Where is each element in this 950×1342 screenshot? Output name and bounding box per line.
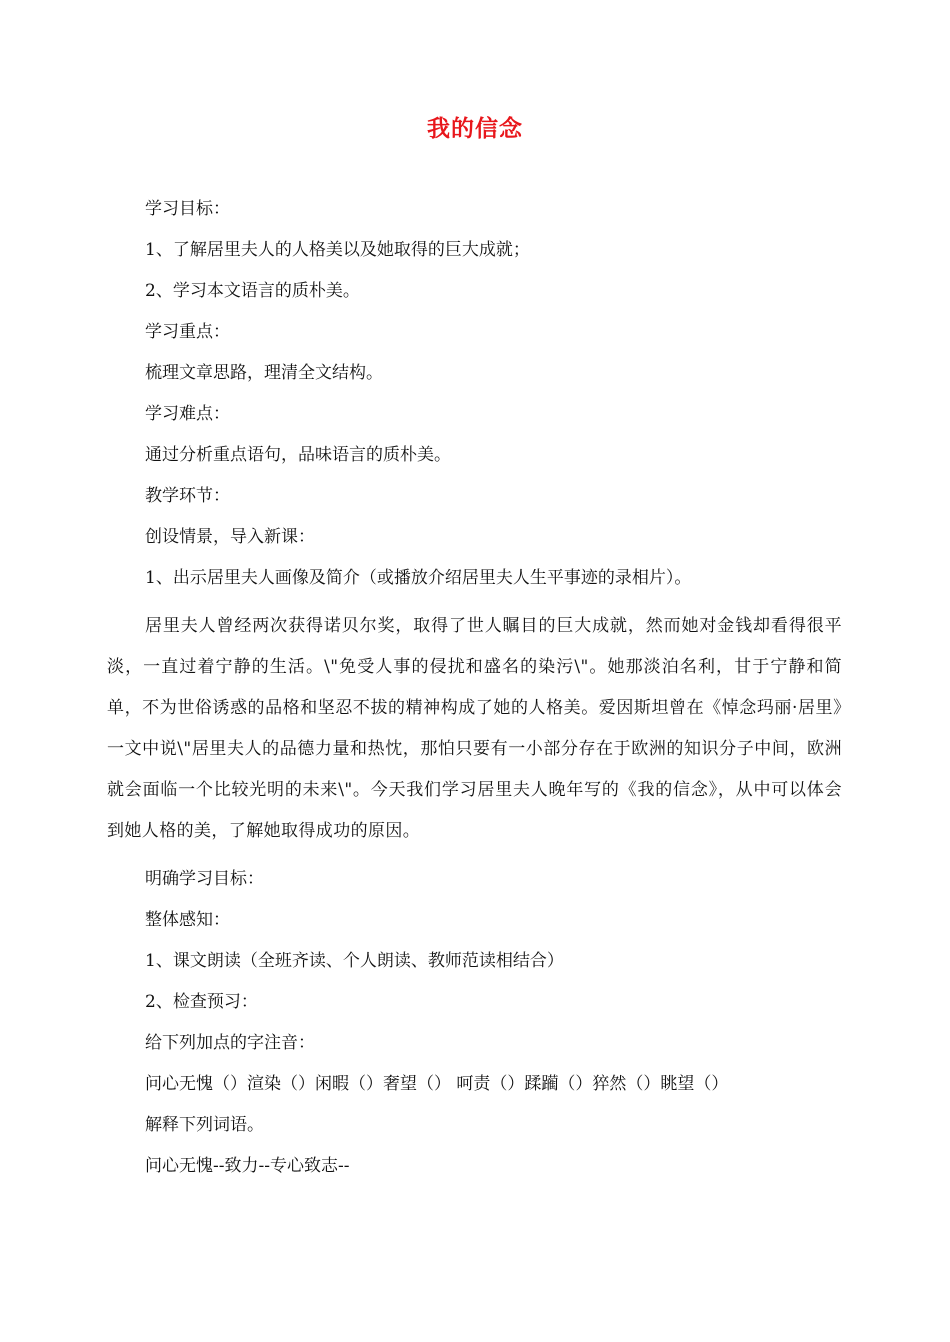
perception-item-2: 2、检查预习：: [145, 992, 258, 1012]
perception-item-1: 1、课文朗读（全班齐读、个人朗读、教师范读相结合）: [145, 951, 564, 971]
section-heading-clarify-goals: 明确学习目标：: [145, 869, 264, 889]
section-heading-objectives: 学习目标：: [145, 199, 230, 219]
section-heading-difficulties: 学习难点：: [145, 404, 230, 424]
definition-words: 问心无愧--致力--专心致志--: [145, 1156, 350, 1176]
objective-item-2: 2、学习本文语言的质朴美。: [145, 281, 360, 301]
pronunciation-instruction: 给下列加点的字注音：: [145, 1033, 315, 1053]
section-heading-introduction: 创设情景，导入新课：: [145, 527, 315, 547]
definition-instruction: 解释下列词语。: [145, 1115, 264, 1135]
difficulty-text: 通过分析重点语句，品味语言的质朴美。: [145, 445, 451, 465]
section-heading-overall-perception: 整体感知：: [145, 910, 230, 930]
introduction-item-1: 1、出示居里夫人画像及简介（或播放介绍居里夫人生平事迹的录相片）。: [145, 568, 692, 588]
key-point-text: 梳理文章思路，理清全文结构。: [145, 363, 383, 383]
pronunciation-words: 问心无愧（）渲染（）闲暇（）奢望（） 呵责（）蹂躏（）猝然（）眺望（）: [145, 1074, 729, 1094]
document-body: [107, 196, 842, 1194]
section-heading-teaching-steps: 教学环节：: [145, 486, 230, 506]
section-heading-key-points: 学习重点：: [145, 322, 230, 342]
document-title: 我的信念: [427, 116, 523, 142]
objective-item-1: 1、了解居里夫人的人格美以及她取得的巨大成就；: [145, 240, 530, 260]
introduction-paragraph: 居里夫人曾经两次获得诺贝尔奖，取得了世人瞩目的巨大成就，然而她对金钱却看得很平淡，一直过着宁静的生活。\"免受人事的侵扰和盛名的染污\"。她那淡泊名利，甘于宁静和简单，不为世俗诱惑的品格和坚忍不拔的精神构成了她的人格美。爱因斯坦曾在《悼念玛丽·居里》一文中说\"居里夫人的品德力量和热忱，那怕只要有一小部分存在于欧洲的知识分子中间，欧洲就会面临一个比较光明的未来\"。今天我们学习居里夫人晚年写的《我的信念》，从中可以体会到她人格的美，了解她取得成功的原因。: [107, 616, 842, 841]
